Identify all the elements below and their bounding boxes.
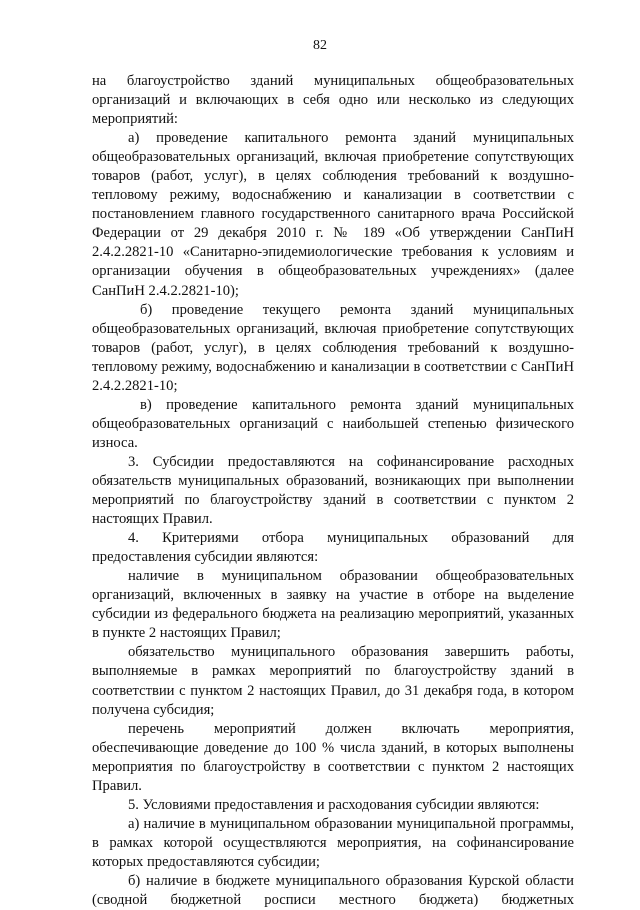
- document-body: [92, 72, 574, 910]
- paragraph-item-b-current-repair: б) проведение текущего ремонта зданий муниципальных общеобразовательных организаций, включая приобретение сопутствующих товаров (работ, услуг), в целях соблюдения требований к воздушно-тепловому режиму, водоснабжению и канализации в соответствии с СанПиН 2.4.2.2821-10;: [92, 301, 574, 394]
- page-number: 82: [313, 38, 327, 53]
- paragraph-criterion-presence: наличие в муниципальном образовании общеобразовательных организаций, включенных в заявку на участие в отборе на выделение субсидии из федерального бюджета на реализацию мероприятий, указанных в пункте 2 настоящих Правил;: [92, 568, 574, 642]
- paragraph-condition-a: а) наличие в муниципальном образовании муниципальной программы, в рамках которой осуществляются мероприятия, на софинансирование которых предоставляются субсидии;: [92, 815, 574, 870]
- paragraph-criterion-obligation: обязательство муниципального образования завершить работы, выполняемые в рамках мероприятий по благоустройству зданий в соответствии с пунктом 2 настоящих Правил, до 31 декабря года, в котором получена субсидия;: [92, 644, 574, 718]
- paragraph-clause-5: 5. Условиями предоставления и расходования субсидии являются:: [128, 796, 540, 813]
- paragraph-item-v-worn-buildings: в) проведение капитального ремонта зданий муниципальных общеобразовательных организаций с наибольшей степенью физического износа.: [92, 396, 574, 451]
- paragraph-item-a-capital-repair: а) проведение капитального ремонта зданий муниципальных общеобразовательных организаций, включая приобретение сопутствующих товаров (работ, услуг), в целях соблюдения требований к воздушно-тепловому режиму, водоснабжению и канализации в соответствии с постановлением главного государственного санитарного врача Российской Федерации от 29 декабря 2010 г. № 189 «Об утверждении СанПиН 2.4.2.2821-10 «Санитарно-эпидемиологические требования к условиям и организации обучения в общеобразовательных учреждениях» (далее СанПиН 2.4.2.2821-10);: [92, 130, 574, 299]
- paragraph-clause-3: 3. Субсидии предоставляются на софинансирование расходных обязательств муниципальных образований, возникающих при выполнении мероприятий по благоустройству зданий в соответствии с пунктом 2 настоящих Правил.: [92, 453, 574, 528]
- paragraph-criterion-list: перечень мероприятий должен включать мероприятия, обеспечивающие доведение до 100 % числа зданий, в которых выполнены мероприятия по благоустройству в соответствии с пунктом 2 настоящих Правил.: [92, 720, 574, 794]
- paragraph-clause-4: 4. Критериями отбора муниципальных образований для предоставления субсидии являются:: [92, 530, 574, 566]
- paragraph-condition-b: б) наличие в бюджете муниципального образования Курской области (сводной бюджетной росписи местного бюджета) бюджетных: [92, 872, 574, 909]
- paragraph-intro: на благоустройство зданий муниципальных общеобразовательных организаций и включающих в себя одно или несколько из следующих мероприятий:: [92, 73, 574, 128]
